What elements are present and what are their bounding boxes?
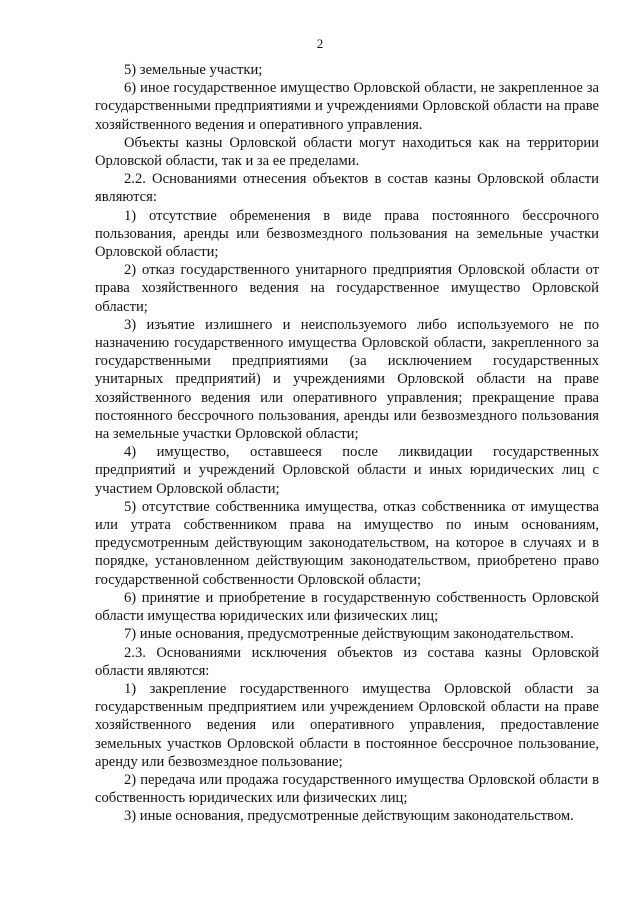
paragraph: 5) земельные участки; <box>124 62 263 78</box>
paragraph: 2) отказ государственного унитарного предприятия Орловской области от права хозяйственного ведения на государственное имущество Орловской области; <box>95 262 599 315</box>
paragraph: 2) передача или продажа государственного имущества Орловской области в собственность юридических или физических лиц; <box>95 771 599 807</box>
paragraph: 7) иные основания, предусмотренные действующим законодательством. <box>124 626 574 643</box>
paragraph: 6) иное государственное имущество Орловской области, не закрепленное за государственными предприятиями и учреждениями Орловской области на праве хозяйственного ведения и оперативного управления. <box>95 80 599 133</box>
paragraph: 2.3. Основаниями исключения объектов из состава казны Орловской области являются: <box>95 644 599 679</box>
paragraph: Объекты казны Орловской области могут находиться как на территории Орловской области, так и за ее пределами. <box>95 134 599 170</box>
paragraph: 1) закрепление государственного имущества Орловской области за государственным предприятием или учреждением Орловской области на праве хозяйственного ведения или оперативного управления, предоставление земельных участков Орловской области в постоянное бессрочное пользование, аренду или безвозмездное пользование; <box>95 680 599 770</box>
paragraph: 4) имущество, оставшееся после ликвидации государственных предприятий и учреждений Орловской области и иных юридических лиц с участием Орловской области; <box>95 444 599 497</box>
paragraph: 5) отсутствие собственника имущества, отказ собственника от имущества или утрата собственником права на имущество по иным основаниям, предусмотренным действующим законодательством, на которое в случаях и в порядке, установленном действующим законодательством, приобретено право государственной собственности Орловской области; <box>95 498 599 588</box>
document-body <box>95 61 599 826</box>
page-number: 2 <box>316 36 324 51</box>
paragraph: 3) изъятие излишнего и неиспользуемого либо используемого не по назначению государственного имущества Орловской области, закрепленного за государственными предприятиями (за исключением государственных унитарных предприятий) и учреждениями Орловской области на праве хозяйственного ведения или оперативного управления; прекращение права постоянного бессрочного пользования, аренды или безвозмездного пользования на земельные участки Орловской области; <box>95 316 599 443</box>
paragraph: 1) отсутствие обременения в виде права постоянного бессрочного пользования, аренды или безвозмездного пользования на земельные участки Орловской области; <box>95 207 599 261</box>
paragraph: 6) принятие и приобретение в государственную собственность Орловской области имущества юридических или физических лиц; <box>95 589 599 625</box>
paragraph: 3) иные основания, предусмотренные действующим законодательством. <box>124 808 574 825</box>
paragraph: 2.2. Основаниями отнесения объектов в состав казны Орловской области являются: <box>95 171 599 206</box>
